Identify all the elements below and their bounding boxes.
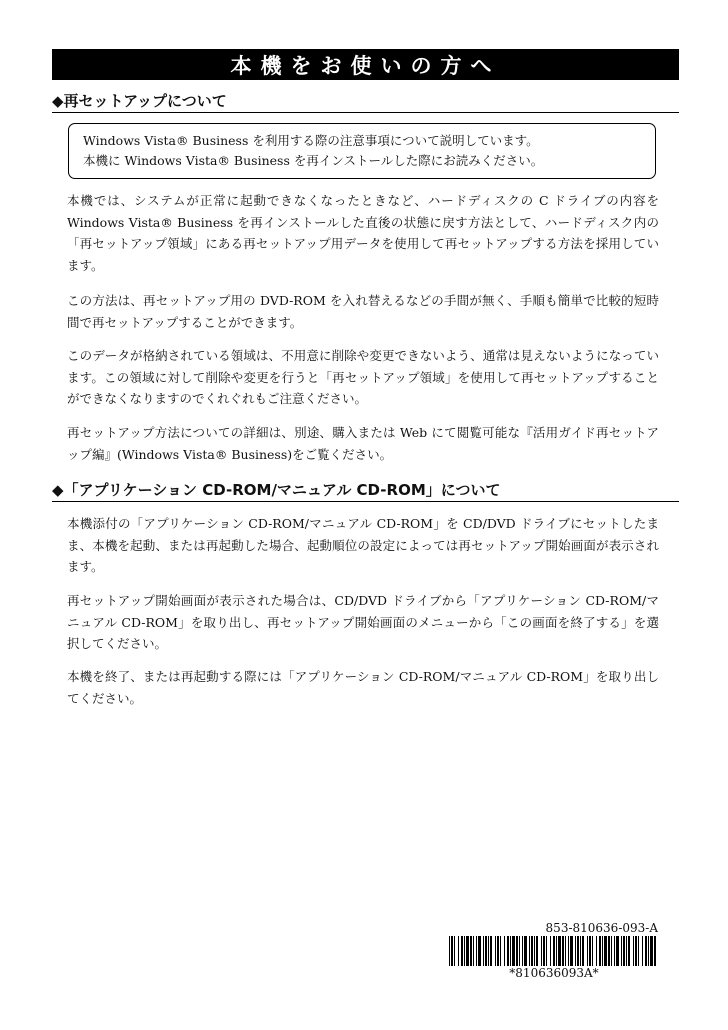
page-title-banner: 本機をお使いの方へ <box>52 49 679 80</box>
barcode-bar <box>580 936 581 966</box>
barcode-bar <box>642 936 643 966</box>
barcode-bar <box>524 936 527 966</box>
barcode-bar <box>512 936 515 966</box>
paragraph-resetup-4: 再セットアップ方法についての詳細は、別途、購入または Web にて閲覧可能な『活用ガイド再セットアップ編』(Windows Vista® Business)をご覧ください。 <box>67 425 659 462</box>
barcode-bar <box>464 936 465 966</box>
barcode-bar <box>529 936 530 966</box>
barcode-bar <box>536 936 538 966</box>
barcode-bar <box>633 936 634 966</box>
barcode-bar <box>550 936 551 966</box>
barcode-bar <box>519 936 520 966</box>
barcode-bar <box>466 936 469 966</box>
barcode-bar <box>507 936 509 966</box>
barcode-bar <box>458 936 459 966</box>
barcode-bar <box>543 936 545 966</box>
barcode-bar <box>483 936 484 966</box>
barcode-bar <box>485 936 487 966</box>
barcode-bar <box>592 936 593 966</box>
section-heading-resetup: ◆再セットアップについて <box>52 92 679 113</box>
barcode-bar <box>623 936 625 966</box>
paragraph-cdrom-1: 本機添付の「アプリケーション CD-ROM/マニュアル CD-ROM」を CD/DVD ドライブにセットしたまま、本機を起動、または再起動した場合、起動順位の設定によっては再セットアップ開始画面が表示されます。 <box>67 516 659 574</box>
barcode-bar <box>565 936 566 966</box>
barcode-text: *810636093A* <box>509 966 599 980</box>
barcode-bar <box>490 936 492 966</box>
barcode-bar <box>562 936 564 966</box>
barcode-bar <box>614 936 615 966</box>
barcode-bar <box>461 936 463 966</box>
barcode-bar <box>473 936 474 966</box>
barcode-bar <box>635 936 637 966</box>
barcode-bar <box>531 936 533 966</box>
barcode-bar <box>504 936 505 966</box>
barcode-bar <box>589 936 591 966</box>
barcode-bar <box>575 936 576 966</box>
barcode-bar <box>516 936 518 966</box>
barcode-bar <box>599 936 601 966</box>
barcode-bar <box>645 936 647 966</box>
barcode-bar <box>638 936 639 966</box>
section-heading-cdrom: ◆「アプリケーション CD-ROM/マニュアル CD-ROM」について <box>52 481 679 502</box>
barcode-bar <box>621 936 622 966</box>
barcode-bar <box>650 936 653 966</box>
paragraph-cdrom-2: 再セットアップ開始画面が表示された場合は、CD/DVD ドライブから「アプリケーション CD-ROM/マニュアル CD-ROM」を取り出し、再セットアップ開始画面のメニューから「この画面を終了する」を選択してください。 <box>67 593 659 651</box>
barcode-bar <box>611 936 612 966</box>
notice-line-1: Windows Vista® Business を利用する際の注意事項について説明しています。 <box>83 133 539 148</box>
paragraph-resetup-1: 本機では、システムが正常に起動できなくなったときなど、ハードディスクの C ドライブの内容を Windows Vista® Business を再インストールした直後の状態に戻す方法として、ハードディスク内の「再セットアップ領域」にある再セットアップ用データを使用して再セットアップする方法を採用しています。 <box>67 193 659 273</box>
barcode-bar <box>497 936 499 966</box>
barcode-bar <box>608 936 610 966</box>
barcode-bar <box>570 936 573 966</box>
paragraph-resetup-2: この方法は、再セットアップ用の DVD-ROM を入れ替えるなどの手間が無く、手順も簡単で比較的短時間で再セットアップすることができます。 <box>67 293 659 330</box>
barcode-bar <box>553 936 555 966</box>
notice-box <box>68 123 656 179</box>
barcode-bar <box>510 936 511 966</box>
barcode-bar <box>604 936 607 966</box>
barcode-bar <box>500 936 501 966</box>
notice-line-2: 本機に Windows Vista® Business を再インストールした際にお読みください。 <box>83 153 544 168</box>
barcode-bar <box>577 936 579 966</box>
barcode-bar <box>451 936 453 966</box>
paragraph-resetup-3: このデータが格納されている領域は、不用意に削除や変更できないよう、通常は見えないようになっています。この領域に対して削除や変更を行うと「再セットアップ領域」を使用して再セットアップすることができなくなりますのでくれぐれもご注意ください。 <box>67 348 659 406</box>
barcode-bar <box>522 936 523 966</box>
document-code: 853-810636-093-A <box>545 921 658 935</box>
barcode-bar <box>568 936 569 966</box>
barcode-bar <box>616 936 619 966</box>
barcode-bar <box>449 936 450 966</box>
barcode-bar <box>470 936 472 966</box>
paragraph-cdrom-3: 本機を終了、または再起動する際には「アプリケーション CD-ROM/マニュアル CD-ROM」を取り出してください。 <box>67 669 659 706</box>
barcode-bar <box>454 936 455 966</box>
barcode-bar <box>582 936 584 966</box>
barcode-bar <box>495 936 496 966</box>
barcode-bar <box>602 936 603 966</box>
barcode-bar <box>488 936 489 966</box>
barcode-bar <box>534 936 535 966</box>
barcode-bar <box>654 936 656 966</box>
barcode-bar <box>541 936 542 966</box>
barcode-bar <box>546 936 547 966</box>
barcode-bar <box>556 936 557 966</box>
barcode-bar <box>587 936 588 966</box>
barcode-bar <box>626 936 627 966</box>
barcode-bar <box>648 936 649 966</box>
barcode-image <box>449 936 659 966</box>
barcode-bar <box>628 936 630 966</box>
barcode-bar <box>558 936 561 966</box>
barcode-bar <box>596 936 597 966</box>
barcode-bar <box>478 936 481 966</box>
barcode-bar <box>476 936 477 966</box>
